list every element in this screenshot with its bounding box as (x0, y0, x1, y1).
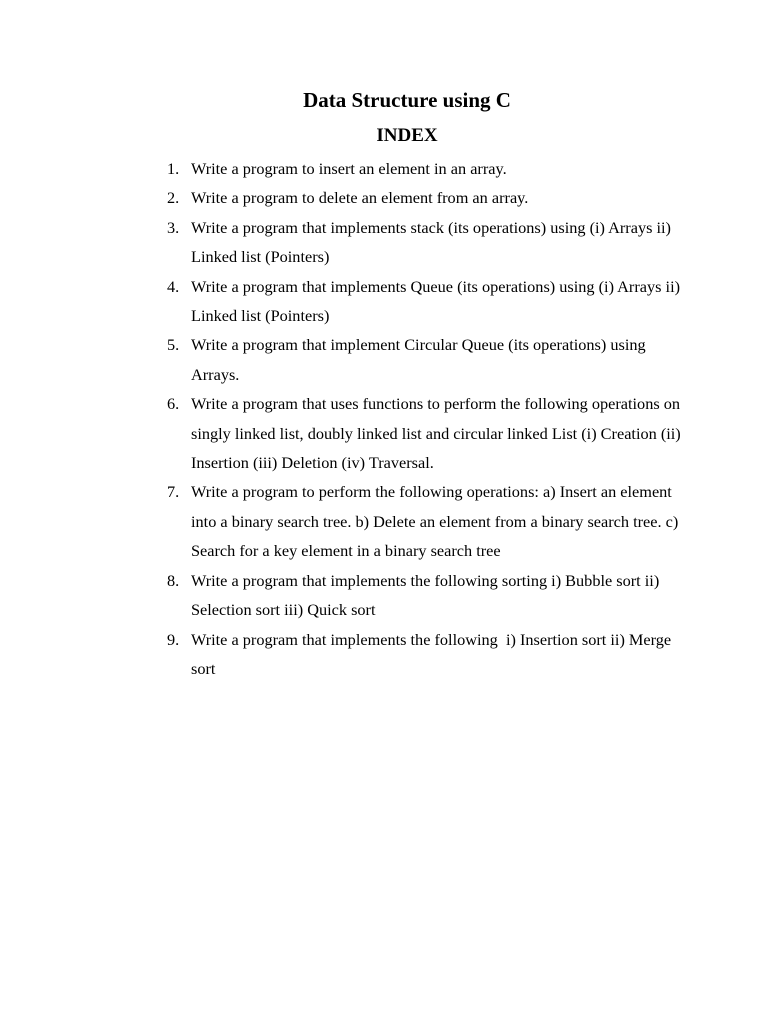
list-item (167, 154, 687, 183)
list-item-number: 6. (167, 394, 180, 414)
list-item (167, 330, 687, 389)
list-item-number: 7. (167, 482, 180, 502)
index-heading: INDEX (376, 125, 438, 146)
list-item-text: Write a program to perform the following operations: a) Insert an element into a binary search tree. b) Delete an element from a binary search tree. c) Search for a key element in a binary search tree (191, 482, 683, 561)
list-item-number: 1. (167, 159, 180, 178)
list-item (167, 183, 687, 212)
list-item-text: Write a program that implements stack (its operations) using (i) Arrays ii) Linked list (Pointers) (191, 217, 676, 267)
list-item (167, 625, 687, 684)
list-item-number: 9. (167, 629, 180, 649)
list-item (167, 477, 687, 565)
list-item-text: Write a program that implements the following sorting i) Bubble sort ii) Selection sort iii) Quick sort (191, 570, 664, 620)
list-item-number: 4. (167, 276, 180, 296)
index-list (167, 154, 687, 683)
list-item-text: Write a program that uses functions to perform the following operations on singly linked list, doubly linked list and circular linked List (i) Creation (ii) Insertion (iii) Deletion (iv) Traversal. (191, 394, 685, 473)
list-item-number: 2. (167, 188, 180, 208)
list-item-number: 5. (167, 335, 180, 355)
list-item-text: Write a program that implements the following i) Insertion sort ii) Merge sort (191, 629, 676, 678)
list-item-text: Write a program to delete an element from an array. (191, 188, 529, 208)
list-item (167, 566, 687, 625)
list-item-number: 3. (167, 217, 180, 237)
list-item (167, 389, 687, 477)
list-item-text: Write a program to insert an element in an array. (191, 159, 507, 178)
list-item-text: Write a program that implements Queue (its operations) using (i) Arrays ii) Linked list (Pointers) (191, 276, 685, 326)
document-title: Data Structure using C (303, 88, 511, 112)
list-item (167, 272, 687, 331)
list-item-text: Write a program that implement Circular Queue (its operations) using Arrays. (191, 335, 649, 384)
list-item-number: 8. (167, 570, 180, 590)
list-item (167, 213, 687, 272)
